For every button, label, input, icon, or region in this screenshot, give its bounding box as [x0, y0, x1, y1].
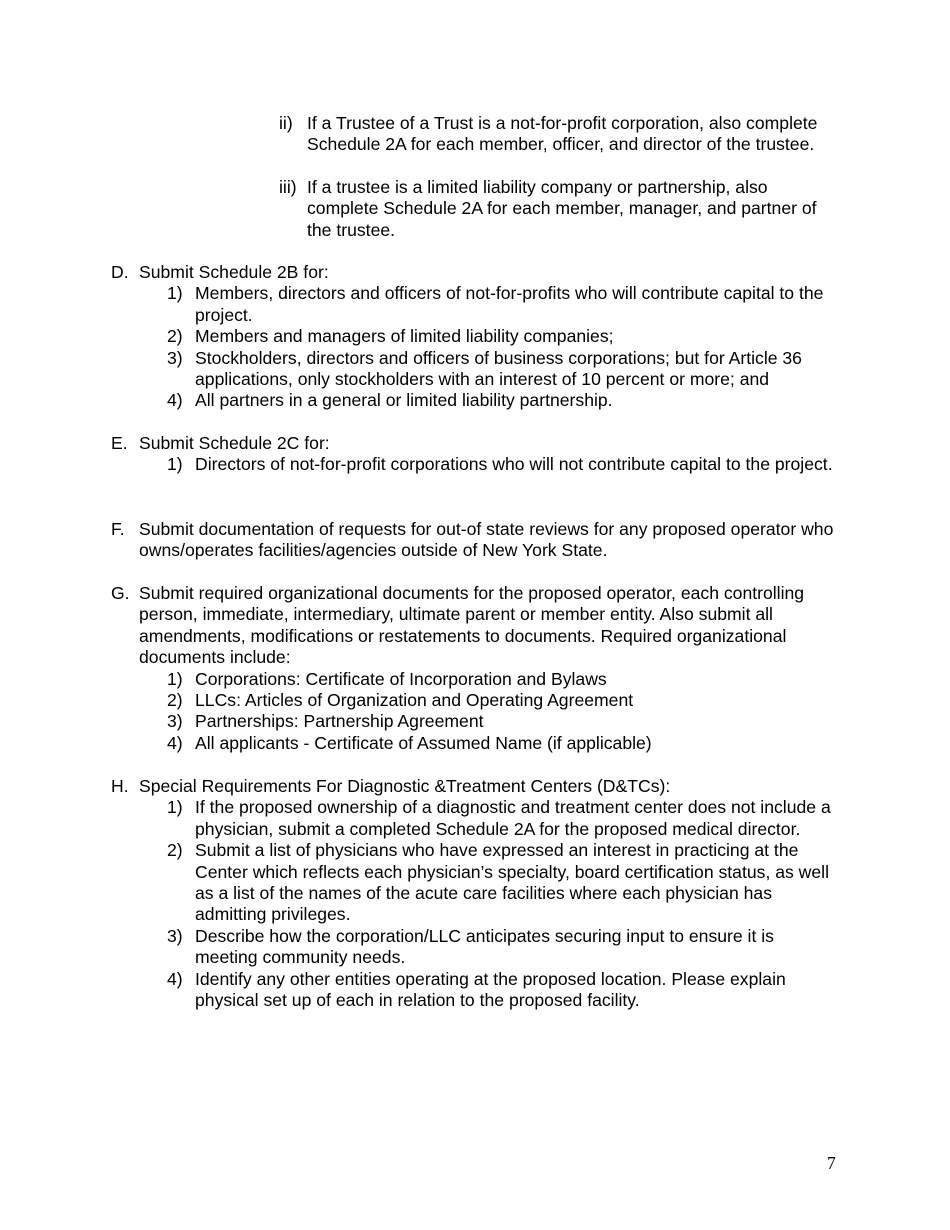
list-item-text: Members and managers of limited liability companies;	[195, 326, 614, 347]
section-heading-text: Submit Schedule 2B for:	[139, 262, 329, 282]
list-item-text: Partnerships: Partnership Agreement	[195, 711, 484, 732]
section-h	[111, 776, 841, 1011]
list-item-marker: 1)	[167, 454, 183, 475]
roman-item-text: If a Trustee of a Trust is a not-for-profit corporation, also complete Schedule 2A for each member, officer, and director of the trustee.	[307, 113, 818, 155]
list-item-text: Members, directors and officers of not-for-profits who will contribute capital to the project.	[195, 283, 824, 325]
section-marker: D.	[111, 262, 129, 282]
list-item	[167, 969, 841, 1012]
list-item	[167, 711, 841, 732]
section-heading-text: Submit documentation of requests for out-of state reviews for any proposed operator who owns/operates facilities/agencies outside of New York State.	[139, 519, 834, 561]
list-item-marker: 4)	[167, 390, 183, 411]
section-heading-text: Submit required organizational documents for the proposed operator, each controlling person, immediate, intermediary, ultimate parent or member entity. Also submit all amendments, modifications or restatements to documents. Required organizational documents include:	[139, 583, 805, 668]
section-marker: E.	[111, 433, 128, 453]
list-item	[167, 840, 841, 926]
roman-item-ii	[279, 113, 839, 156]
section-heading	[111, 583, 841, 669]
list-item-marker: 1)	[167, 797, 183, 818]
section-heading	[111, 262, 841, 283]
list-item	[167, 454, 841, 475]
list-item-text: Identify any other entities operating at the proposed location. Please explain physical set up of each in relation to the proposed facility.	[195, 968, 786, 1011]
section-f	[111, 519, 841, 562]
list-item-marker: 1)	[167, 668, 183, 689]
list-item-text: LLCs: Articles of Organization and Operating Agreement	[195, 690, 634, 711]
list-item	[167, 797, 841, 840]
section-e	[111, 433, 841, 476]
section-heading	[111, 776, 841, 797]
section-heading	[111, 519, 841, 562]
list-item-text: Directors of not-for-profit corporations who will not contribute capital to the project.	[195, 454, 833, 475]
list-item	[167, 669, 841, 690]
section-heading-text: Special Requirements For Diagnostic &Treatment Centers (D&TCs):	[139, 776, 671, 796]
list-item-text: Stockholders, directors and officers of business corporations; but for Article 36 applications, only stockholders with an interest of 10 percent or more; and	[195, 347, 802, 390]
list-item-marker: 3)	[167, 347, 183, 368]
list-item-marker: 2)	[167, 840, 183, 861]
section-g	[111, 583, 841, 754]
section-marker: G.	[111, 583, 130, 603]
list-item-text: All partners in a general or limited liability partnership.	[195, 390, 613, 411]
section-d	[111, 262, 841, 412]
list-item-marker: 1)	[167, 283, 183, 304]
roman-item-marker: iii)	[279, 177, 297, 197]
list-item	[167, 326, 841, 347]
list-item	[167, 690, 841, 711]
list-item-text: Submit a list of physicians who have expressed an interest in practicing at the Center which reflects each physician’s specialty, board certification status, as well as a list of the names of the acute care facilities where each physician has admitting privileges.	[195, 840, 829, 925]
list-item-marker: 4)	[167, 968, 183, 989]
section-marker: H.	[111, 776, 129, 796]
roman-item-marker: ii)	[279, 113, 293, 133]
list-item-text: If the proposed ownership of a diagnostic and treatment center does not include a physician, submit a completed Schedule 2A for the proposed medical director.	[195, 797, 831, 839]
list-item-text: Describe how the corporation/LLC anticipates securing input to ensure it is meeting community needs.	[195, 925, 774, 968]
list-item	[167, 733, 841, 754]
roman-item-text: If a trustee is a limited liability company or partnership, also complete Schedule 2A for each member, manager, and partner of the trustee.	[307, 177, 817, 240]
list-item-marker: 4)	[167, 732, 183, 753]
section-heading-text: Submit Schedule 2C for:	[139, 433, 330, 453]
list-item-marker: 3)	[167, 711, 183, 732]
list-item-marker: 2)	[167, 690, 183, 711]
list-item	[167, 926, 841, 969]
list-item	[167, 283, 841, 326]
list-item-text: All applicants - Certificate of Assumed Name (if applicable)	[195, 732, 652, 753]
list-item	[167, 390, 841, 411]
section-marker: F.	[111, 519, 125, 539]
list-item-marker: 3)	[167, 925, 183, 946]
roman-item-iii	[279, 177, 839, 241]
list-item-marker: 2)	[167, 326, 183, 347]
section-heading	[111, 433, 841, 454]
list-item-text: Corporations: Certificate of Incorporation and Bylaws	[195, 668, 607, 689]
list-item	[167, 348, 841, 391]
page-number: 7	[827, 1153, 836, 1173]
